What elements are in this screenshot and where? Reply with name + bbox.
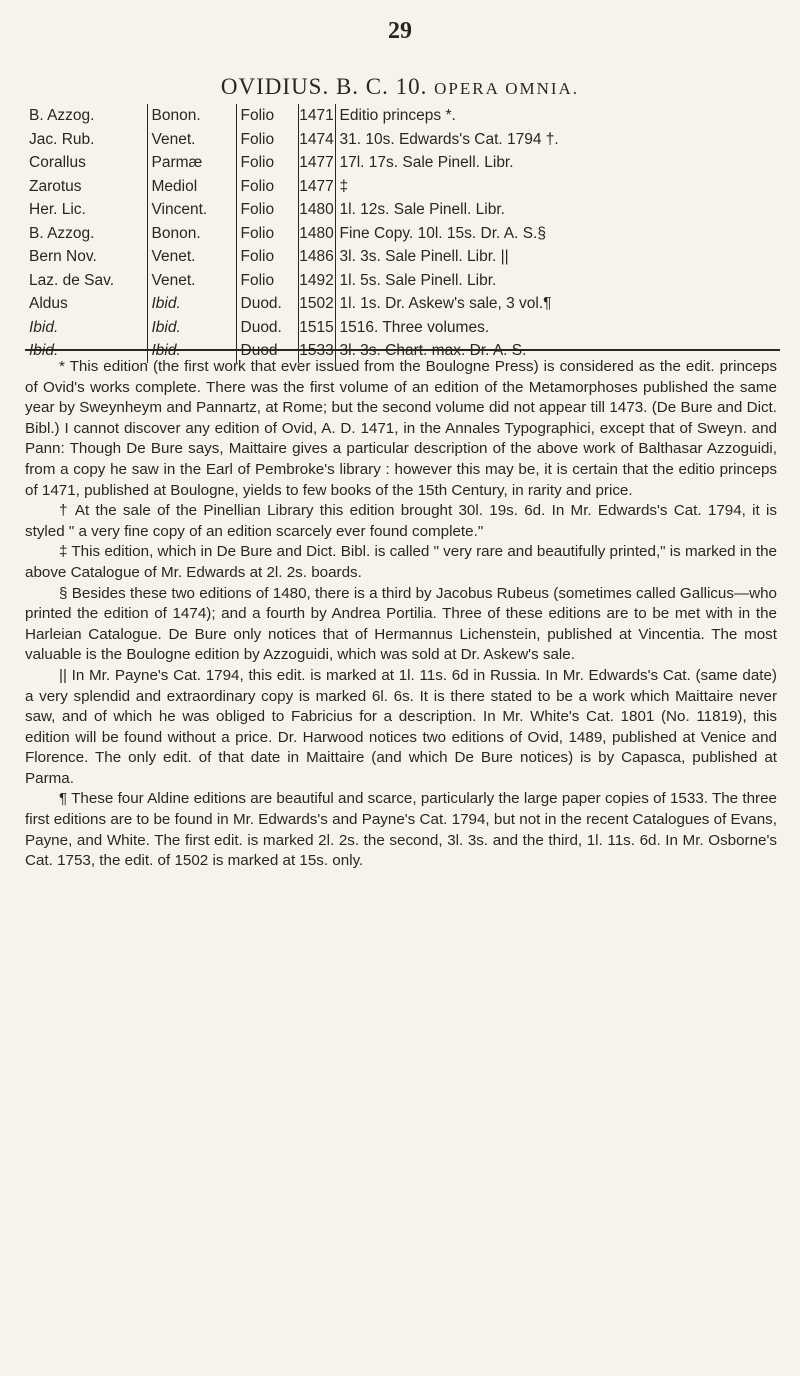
cell-place: Venet.: [147, 245, 236, 269]
cell-place: Bonon.: [147, 222, 236, 246]
cell-place: Mediol: [147, 175, 236, 199]
cell-format: Folio: [236, 104, 298, 128]
table-row: [25, 269, 780, 293]
cell-year: 1477: [298, 175, 335, 199]
cell-place: Ibid.: [147, 292, 236, 316]
title-main: OVIDIUS. B. C. 10.: [220, 74, 428, 99]
cell-printer: Aldus: [29, 295, 68, 312]
cell-printer: Zarotus: [29, 177, 82, 195]
table-row: [25, 128, 780, 152]
cell-format: Folio: [236, 222, 298, 246]
cell-format: Duod.: [236, 292, 298, 316]
cell-year: 1480: [298, 198, 335, 222]
cell-format: Folio: [236, 269, 298, 293]
cell-format: Folio: [236, 128, 298, 152]
footnote: § Besides these two editions of 1480, there is a third by Jacobus Rubeus (sometimes called Gallicus—who printed the edition of 1474); and a fourth by Andrea Portilia. Three of these editions are to be met with in the Harleian Catalogue. De Bure only notices that of Hermannus Lichenstein, published at Vincentia. The most valuable is the Boulogne edition by Azzoguidi, which was sold at Dr. Askew's sale.: [25, 584, 777, 664]
footnote: † At the sale of the Pinellian Library this edition brought 30l. 19s. 6d. In Mr. Edwards's Cat. 1794, it is styled " a very fine copy of an edition scarcely ever found complete.": [25, 502, 777, 540]
cell-year: 1492: [298, 269, 335, 293]
cell-place: Ibid.: [147, 316, 236, 340]
cell-format: Duod.: [236, 316, 298, 340]
footnote-rule: [25, 349, 780, 351]
cell-place: Vincent.: [147, 198, 236, 222]
cell-place: Venet.: [147, 128, 236, 152]
cell-note: 1l. 1s. Dr. Askew's sale, 3 vol.¶: [335, 292, 780, 316]
cell-printer: Jac. Rub.: [29, 130, 95, 148]
cell-year: 1486: [298, 245, 335, 269]
cell-place: Parmæ: [147, 151, 236, 175]
footnote: || In Mr. Payne's Cat. 1794, this edit. is marked at 1l. 11s. 6d in Russia. In Mr. Edwards's Cat. (same date) a very splendid and extraordinary copy is marked 6l. 6s. It is there stated to be a work which Maittaire never saw, and of which he was obliged to Fabricius for a description. In Mr. White's Cat. 1801 (No. 11819), this edition will be found without a price. Dr. Harwood notices two editions of Ovid, 1489, published at Venice and Florence. The only edit. of that date in Maittaire (and which De Bure notices) is by Capasca, published at Parma.: [25, 666, 777, 787]
table-row: [25, 198, 780, 222]
footnote: ¶ These four Aldine editions are beautiful and scarce, particularly the large paper copies of 1533. The three first editions are to be found in Mr. Edwards's and Payne's Cat. 1794, but not in the recent Catalogues of Evans, Payne, and White. The first edit. is marked 2l. 2s. the second, 3l. 3s. and the third, 1l. 11s. 6d. In Mr. Osborne's Cat. 1753, the edit. of 1502 is marked at 15s. only.: [25, 790, 777, 870]
cell-printer: B. Azzog.: [29, 107, 95, 124]
cell-printer: Ibid.: [29, 318, 59, 336]
cell-note: 3l. 3s. Sale Pinell. Libr. ||: [335, 245, 780, 269]
cell-printer: Her. Lic.: [29, 201, 86, 218]
cell-year: 1477: [298, 151, 335, 175]
table-row: [25, 292, 780, 316]
cell-year: 1502: [298, 292, 335, 316]
title-small: OPERA OMNIA.: [434, 79, 580, 98]
page-number: 29: [388, 18, 412, 44]
footnote: ‡ This edition, which in De Bure and Dict. Bibl. is called " very rare and beautifully printed," is marked in the above Catalogue of Mr. Edwards at 2l. 2s. boards.: [25, 543, 777, 581]
table-row: [25, 316, 780, 340]
cell-printer: Laz. de Sav.: [29, 271, 115, 289]
cell-format: Folio: [236, 151, 298, 175]
cell-note: 1516. Three volumes.: [335, 316, 780, 340]
cell-note: ‡: [335, 175, 780, 199]
cell-printer: Bern Nov.: [29, 248, 97, 265]
table-row: [25, 222, 780, 246]
cell-year: 1533: [298, 339, 335, 363]
cell-format: Duod: [236, 339, 298, 363]
table-row: [25, 151, 780, 175]
cell-year: 1471: [298, 104, 335, 128]
editions-table: [25, 104, 780, 363]
table-row: [25, 104, 780, 128]
footnote: * This edition (the first work that ever issued from the Boulogne Press) is considered as the edit. princeps of Ovid's works complete. There was the first volume of an edition of the Metamorphoses published the same year by Sweynheym and Pannartz, at Rome; but the second volume did not appear till 1473. (De Bure and Dict. Bibl.) I cannot discover any edition of Ovid, A. D. 1471, in the Annales Typographici, except that of Sweyn. and Pann: Though De Bure says, Maittaire gives a particular description of the above work of Balthasar Azzoguidi, from a copy he saw in the Earl of Pembroke's library : however this may be, it is certain that the editio princeps of 1471, published at Boulogne, yields to few books of the 15th Century, in rarity and price.: [25, 358, 777, 499]
cell-note: Editio princeps *.: [335, 104, 780, 128]
cell-printer: B. Azzog.: [29, 224, 95, 242]
page-title: [0, 74, 800, 100]
cell-note: 31. 10s. Edwards's Cat. 1794 †.: [335, 128, 780, 152]
table-row: [25, 175, 780, 199]
cell-year: 1480: [298, 222, 335, 246]
cell-format: Folio: [236, 245, 298, 269]
footnotes: [25, 357, 777, 872]
cell-place: Ibid.: [147, 339, 236, 363]
cell-format: Folio: [236, 198, 298, 222]
cell-note: 1l. 5s. Sale Pinell. Libr.: [335, 269, 780, 293]
cell-note: 17l. 17s. Sale Pinell. Libr.: [335, 151, 780, 175]
cell-note: Fine Copy. 10l. 15s. Dr. A. S.§: [335, 222, 780, 246]
cell-year: 1515: [298, 316, 335, 340]
cell-note: 1l. 12s. Sale Pinell. Libr.: [335, 198, 780, 222]
cell-year: 1474: [298, 128, 335, 152]
cell-place: Venet.: [147, 269, 236, 293]
cell-printer: Ibid.: [29, 342, 59, 359]
cell-note: 3l. 3s. Chart. max. Dr. A. S.: [335, 339, 780, 363]
table-row: [25, 245, 780, 269]
cell-format: Folio: [236, 175, 298, 199]
cell-place: Bonon.: [147, 104, 236, 128]
cell-printer: Corallus: [29, 154, 86, 171]
